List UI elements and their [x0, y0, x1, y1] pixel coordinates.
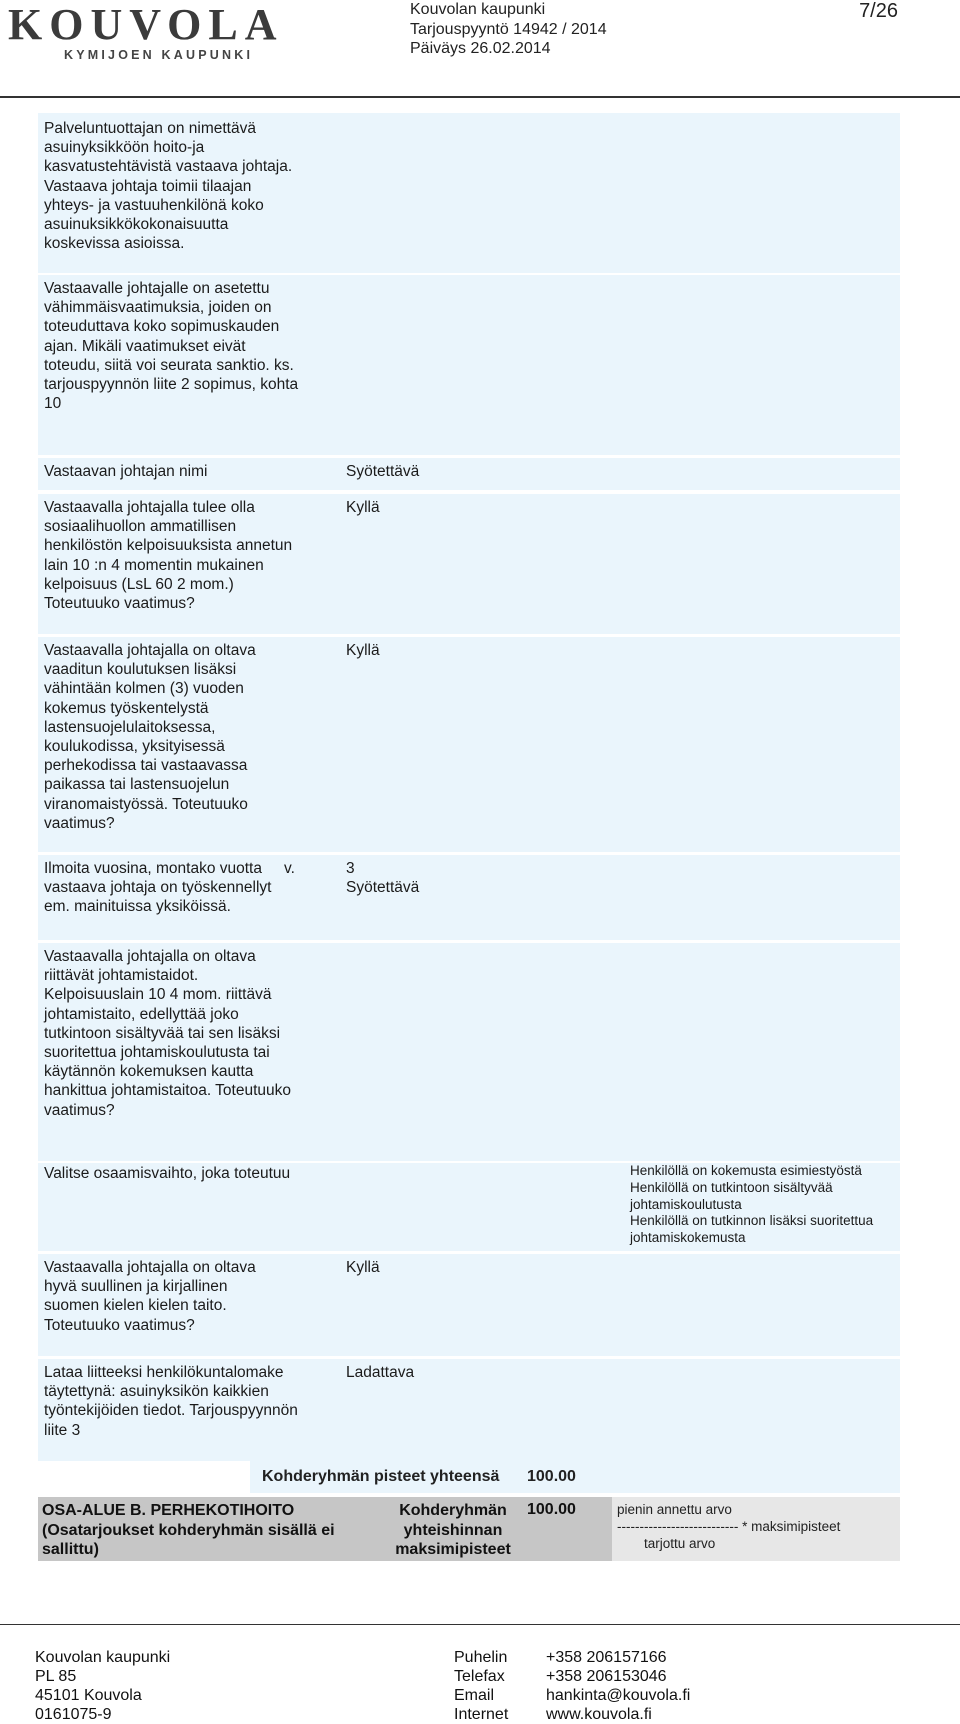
table-row — [38, 1254, 900, 1356]
option-experience[interactable]: Henkilöllä on kokemusta esimiestyöstä — [630, 1163, 862, 1178]
row-answer[interactable]: 3 Syötettävä — [346, 860, 420, 897]
upload-field[interactable]: Ladattava — [346, 1364, 415, 1381]
label-fax: Telefax — [454, 1668, 505, 1685]
row-question: Vastaavalla johtajalla on oltava hyvä suullinen ja kirjallinen suomen kielen kielen taito. Toteutuuko vaatimus? — [44, 1259, 256, 1334]
footer-business-id: 0161075-9 — [35, 1706, 112, 1723]
row-answer[interactable]: Kyllä — [346, 499, 380, 516]
row-answer[interactable]: Kyllä — [346, 642, 380, 659]
option-degree-training[interactable]: Henkilöllä on tutkintoon sisältyvää johtamiskoulutusta — [630, 1179, 833, 1212]
page-number: 7/26 — [859, 0, 898, 22]
footer-org: Kouvolan kaupunki — [35, 1649, 171, 1666]
header-divider — [0, 96, 960, 98]
row-question: Vastaavalla johtajalla on oltava vaaditun koulutuksen lisäksi vähintään kolmen (3) vuoden kokemus työskentelystä lastensuojelulaitoksessa, koulukodissa, yksityisessä perhekodissa tai vastaavassa paikassa tai lastensuojelun viranomaistyössä. Toteutuuko vaatimus? — [44, 642, 256, 832]
row-question: Ilmoita vuosina, montako vuotta vastaava johtaja on työskennellyt em. mainituissa yksiköissä. — [44, 860, 272, 916]
row-question: Palveluntuottajan on nimettävä asuinyksikköön hoito-ja kasvatustehtävistä vastaava johtaja. Vastaava johtaja toimii tilaajan yhteys- ja vastuuhenkilönä koko asuinuksikkökokonaisuutta koskevissa asioissa. — [44, 120, 293, 253]
logo-wordmark: KOUVOLA — [8, 0, 284, 49]
website-link[interactable]: www.kouvola.fi — [546, 1706, 652, 1723]
label-internet: Internet — [454, 1706, 509, 1723]
row-question: Vastaavan johtajan nimi — [44, 463, 208, 480]
formula-denominator: tarjottu arvo — [644, 1536, 716, 1551]
option-additional-training[interactable]: Henkilöllä on tutkinnon lisäksi suoritettua johtamiskokemusta — [630, 1213, 874, 1246]
logo-subtitle: KYMIJOEN KAUPUNKI — [64, 48, 254, 62]
section-b-title: OSA-ALUE B. PERHEKOTIHOITO (Osatarjoukset kohderyhmän sisällä ei sallittu) — [42, 1502, 335, 1558]
header-tender: Tarjouspyyntö 14942 / 2014 — [410, 20, 607, 38]
email-link[interactable]: hankinta@kouvola.fi — [546, 1687, 691, 1704]
header-org: Kouvolan kaupunki — [410, 1, 546, 18]
footer-city: 45101 Kouvola — [35, 1687, 142, 1704]
table-row — [38, 494, 900, 634]
phone-number: +358 206157166 — [546, 1649, 667, 1666]
footer-pobox: PL 85 — [35, 1668, 77, 1685]
footer-contact-labels — [454, 1648, 508, 1724]
section-b-max-points-label: Kohderyhmän yhteishinnan maksimipisteet — [395, 1502, 511, 1558]
footer-contact-values — [546, 1648, 690, 1724]
row-question: Lataa liitteeksi henkilökuntalomake täytettynä: asuinyksikön kaikkien työntekijöiden tiedot. Tarjouspyynnön liite 3 — [44, 1364, 298, 1439]
summary-value: 100.00 — [527, 1468, 576, 1485]
label-phone: Puhelin — [454, 1649, 508, 1666]
footer-divider — [0, 1624, 960, 1625]
summary-label: Kohderyhmän pisteet yhteensä — [262, 1468, 500, 1485]
row-answer[interactable]: Syötettävä — [346, 463, 420, 480]
table-row — [38, 855, 900, 940]
section-b-max-points: 100.00 — [527, 1501, 576, 1518]
formula-divider: --------------------------- * maksimipisteet — [617, 1519, 841, 1534]
row-answer[interactable]: Kyllä — [346, 1259, 380, 1276]
table-row — [38, 637, 900, 852]
table-row — [38, 113, 900, 273]
row-answer-prefix: v. — [284, 860, 295, 877]
row-question: Vastaavalle johtajalle on asetettu vähimmäisvaatimuksia, joiden on toteuduttava koko sopimuskauden ajan. Mikäli vaatimukset eivät toteudu, siitä voi seurata sanktio. ks. tarjouspyynnön liite 2 sopimus, kohta 10 — [44, 280, 299, 413]
fax-number: +358 206153046 — [546, 1668, 667, 1685]
table-row — [38, 458, 900, 490]
footer-address — [35, 1648, 170, 1724]
table-row — [38, 943, 900, 1161]
kouvola-logo — [8, 0, 284, 64]
row-question: Valitse osaamisvaihto, joka toteutuu — [44, 1165, 291, 1182]
label-email: Email — [454, 1687, 495, 1704]
formula-numerator: pienin annettu arvo — [617, 1502, 732, 1517]
table-row — [38, 1163, 900, 1251]
table-row — [38, 1359, 900, 1461]
row-question: Vastaavalla johtajalla on oltava riittävät johtamistaidot. Kelpoisuuslain 10 4 mom. riittävä johtamistaito, edellyttää joko tutkintoon sisältyvää tai sen lisäksi suoritettua johtamiskoulutusta tai käytännön kokemuksen kautta hankittua johtamistaitoa. Toteutuuko vaatimus? — [44, 948, 292, 1119]
header-info — [410, 0, 607, 59]
header-date: Päiväys 26.02.2014 — [410, 40, 551, 57]
row-question: Vastaavalla johtajalla tulee olla sosiaalihuollon ammatillisen henkilöstön kelpoisuuksista annetun lain 10 :n 4 momentin mukainen kelpoisuus (LsL 60 2 mom.) Toteutuuko vaatimus? — [44, 499, 293, 613]
leadership-options — [630, 1163, 902, 1247]
table-row — [38, 275, 900, 455]
